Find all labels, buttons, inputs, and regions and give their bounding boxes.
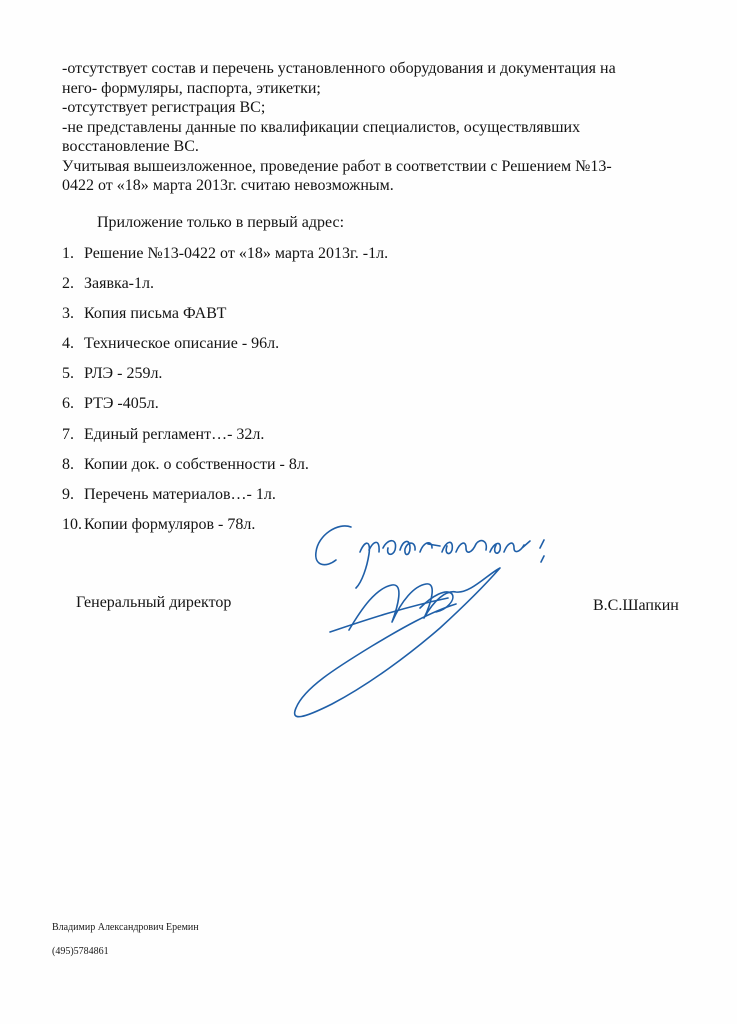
list-item-text: Копии док. о собственности - 8л. bbox=[84, 455, 309, 473]
list-item bbox=[62, 274, 388, 304]
list-item bbox=[62, 425, 388, 455]
executor-phone: (495)5784861 bbox=[52, 946, 109, 957]
body-line: 0422 от «18» марта 2013г. считаю невозможным. bbox=[62, 177, 394, 194]
list-item bbox=[62, 485, 388, 515]
body-line: -не представлены данные по квалификации специалистов, осуществлявших bbox=[62, 118, 581, 136]
body-line: него- формуляры, паспорта, этикетки; bbox=[62, 79, 321, 97]
body-line: Учитывая вышеизложенное, проведение работ в соответствии с Решением №13- bbox=[62, 157, 612, 175]
list-item-number: 2. bbox=[62, 275, 74, 293]
body-line: восстановление ВС. bbox=[62, 138, 199, 155]
list-item-number: 10. bbox=[62, 515, 82, 533]
list-item-number: 3. bbox=[62, 305, 74, 323]
list-item-text: Перечень материалов…- 1л. bbox=[84, 485, 276, 503]
list-item-text: Единый регламент…- 32л. bbox=[84, 425, 265, 443]
list-item bbox=[62, 304, 388, 334]
list-item bbox=[62, 515, 388, 545]
executor-name: Владимир Александрович Еремин bbox=[52, 922, 199, 933]
list-item-number: 5. bbox=[62, 365, 74, 383]
body-line: -отсутствует регистрация ВС; bbox=[62, 99, 266, 116]
list-item-text: Заявка-1л. bbox=[84, 275, 154, 293]
list-item-text: Техническое описание - 96л. bbox=[84, 335, 280, 353]
attachments-heading: Приложение только в первый адрес: bbox=[97, 214, 345, 231]
list-item-text: РЛЭ - 259л. bbox=[84, 365, 163, 383]
list-item bbox=[62, 455, 388, 485]
signer-position: Генеральный директор bbox=[76, 594, 232, 611]
signer-name: В.С.Шапкин bbox=[593, 597, 679, 614]
list-item-text: РТЭ -405л. bbox=[84, 395, 159, 413]
list-item bbox=[62, 364, 388, 394]
list-item-number: 7. bbox=[62, 425, 74, 443]
list-item bbox=[62, 394, 388, 424]
list-item-number: 9. bbox=[62, 485, 74, 503]
list-item bbox=[62, 334, 388, 364]
list-item-number: 4. bbox=[62, 335, 74, 353]
attachments-list bbox=[62, 244, 388, 545]
greeting-handwriting bbox=[356, 540, 544, 588]
list-item bbox=[62, 244, 388, 274]
list-item-text: Решение №13-0422 от «18» марта 2013г. -1л. bbox=[84, 245, 389, 262]
list-item-number: 8. bbox=[62, 455, 74, 473]
signature-stroke bbox=[420, 592, 453, 612]
signature-stroke bbox=[330, 598, 448, 632]
body-line: -отсутствует состав и перечень установленного оборудования и документация на bbox=[62, 60, 616, 77]
signature-stroke bbox=[295, 568, 500, 717]
letter-body bbox=[62, 59, 702, 196]
list-item-number: 1. bbox=[62, 245, 74, 262]
list-item-text: Копии формуляров - 78л. bbox=[84, 515, 256, 533]
list-item-text: Копия письма ФАВТ bbox=[84, 305, 227, 323]
list-item-number: 6. bbox=[62, 395, 74, 413]
